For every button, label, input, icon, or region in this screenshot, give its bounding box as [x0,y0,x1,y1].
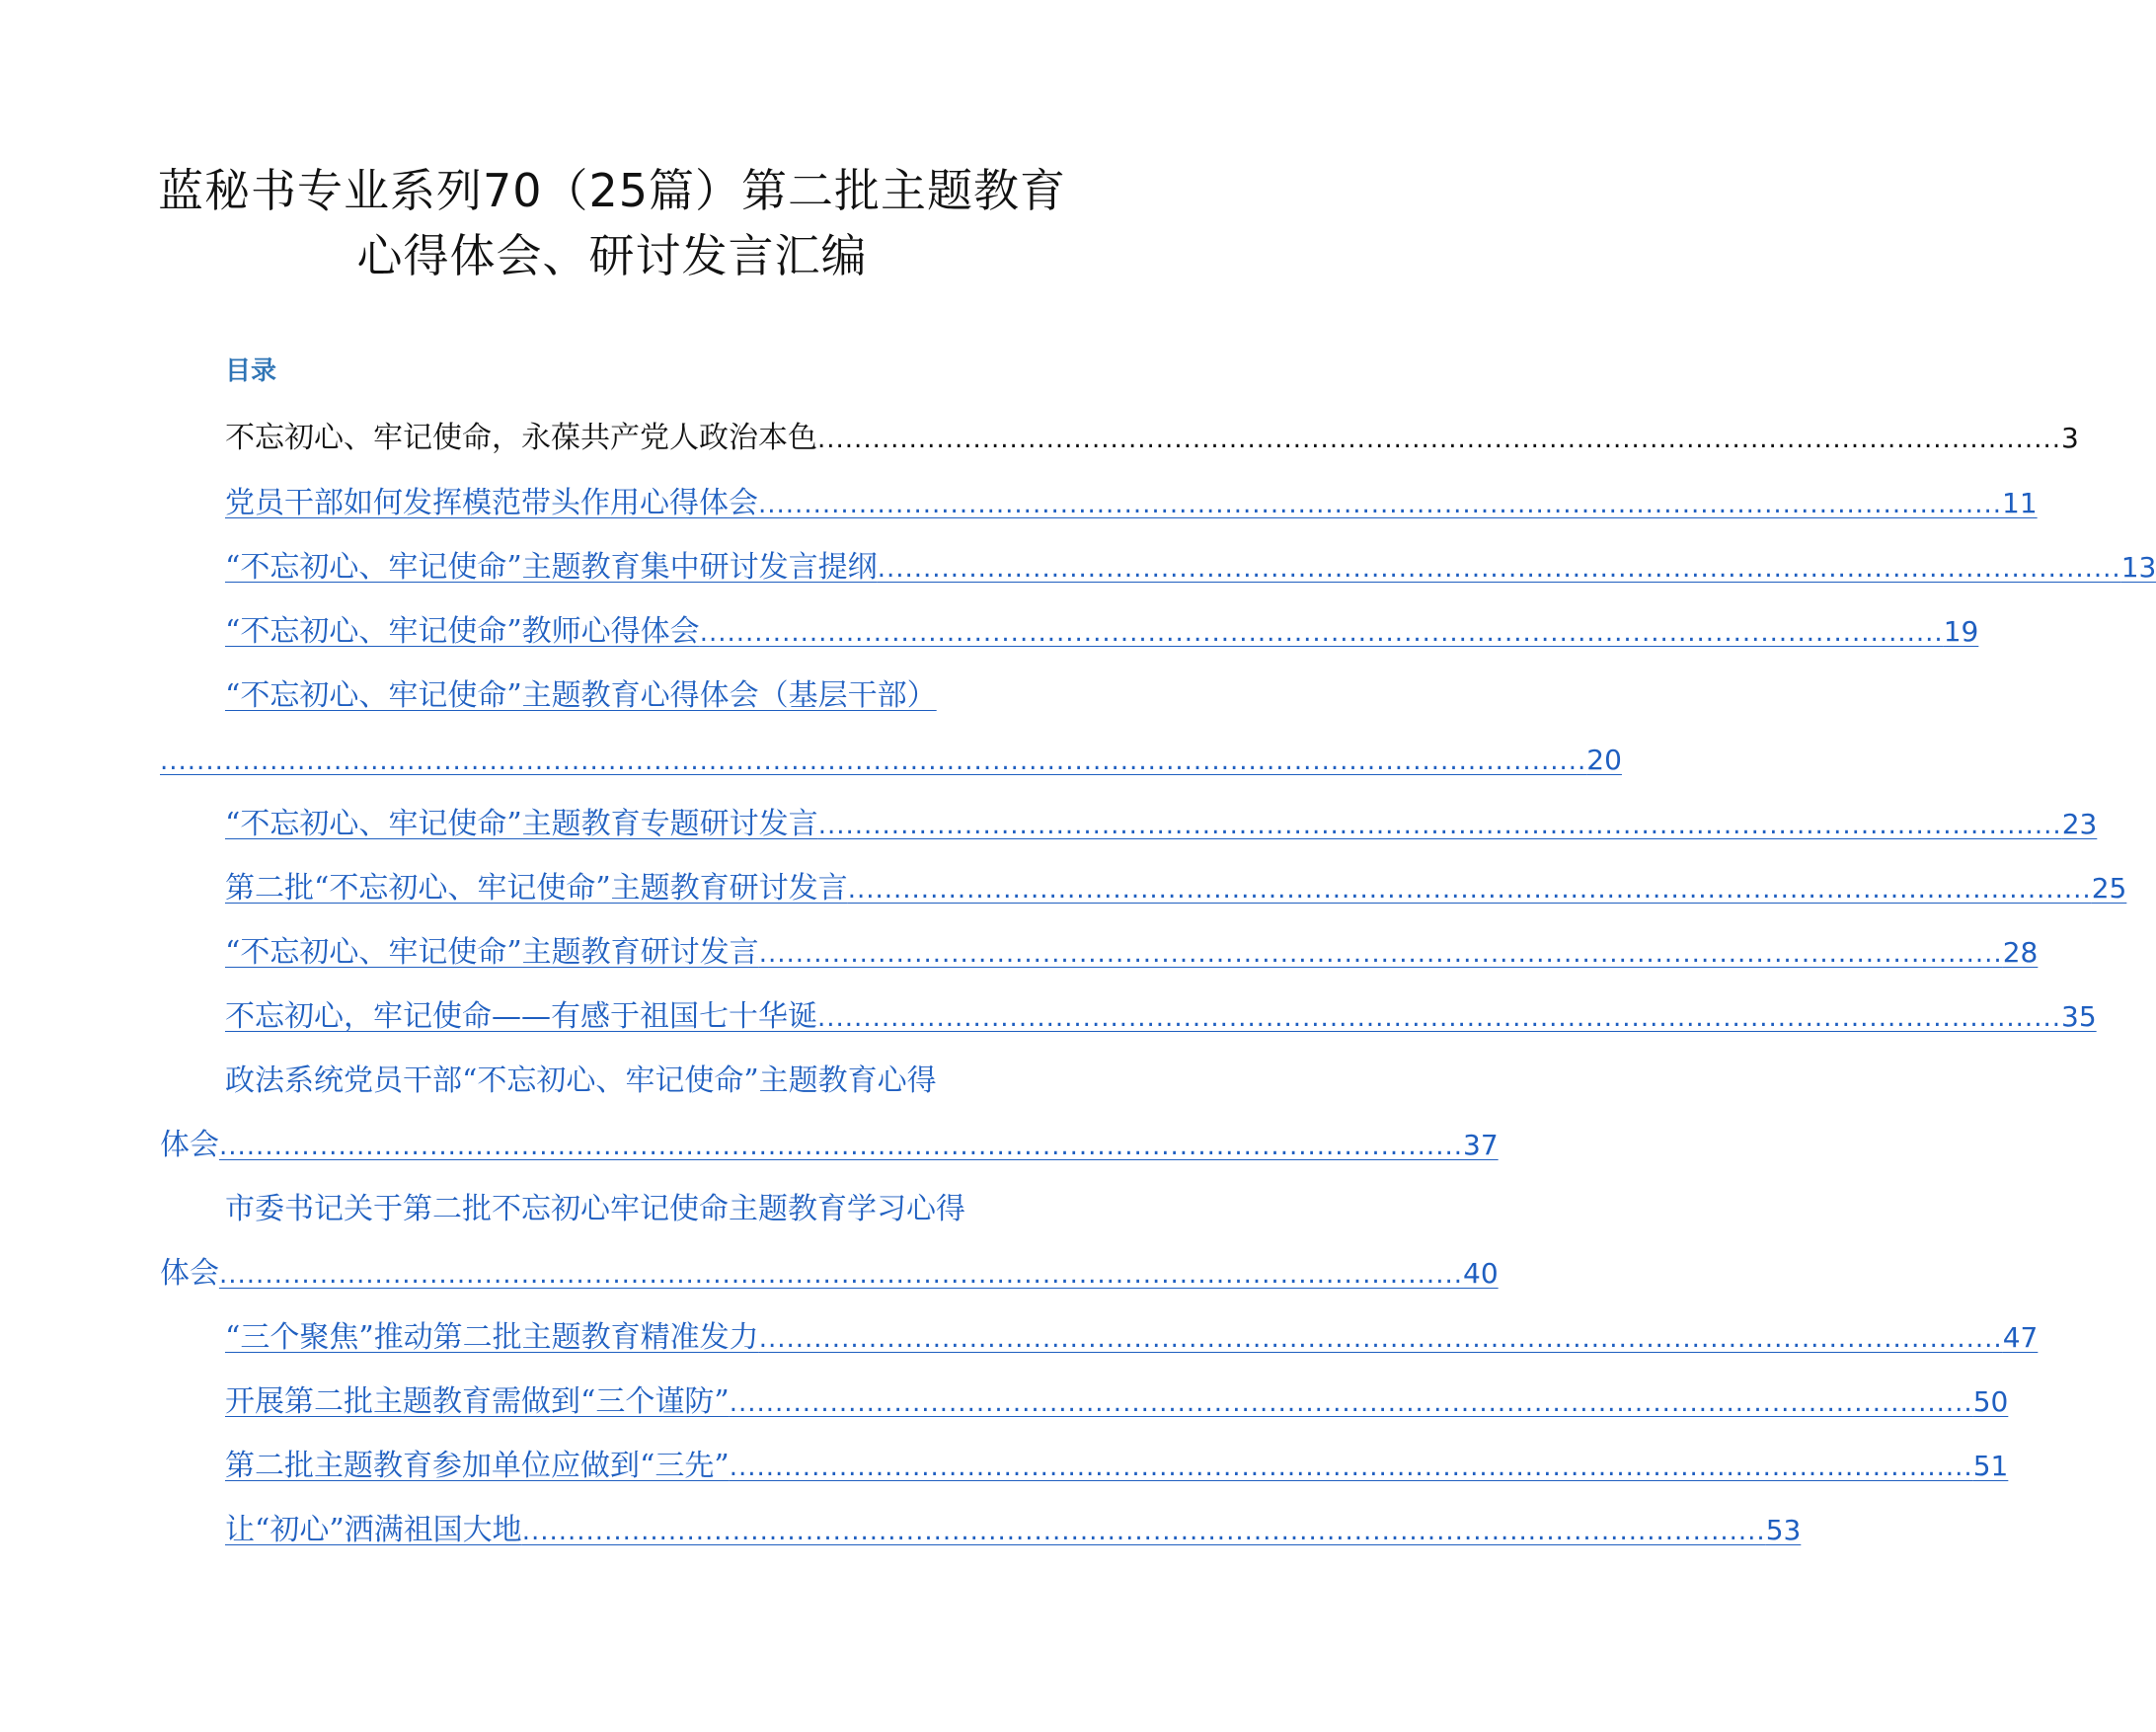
toc-leader-dots: ........................................................................................................................................ [521,1517,1766,1546]
toc-entry-page[interactable]: 28 [2002,936,2039,969]
toc-leader-dots: ........................................................................................................................................ [817,811,2062,840]
toc-entry-title[interactable]: 开展第二批主题教育需做到“三个谨防” [225,1384,730,1419]
toc-entry[interactable] [225,1447,2009,1487]
toc-entry-line1[interactable] [225,1190,1084,1229]
toc-entry-title: 不忘初心、牢记使命，永葆共产党人政治本色 [225,421,817,455]
toc-entry-title[interactable]: “不忘初心、牢记使命”主题教育集中研讨发言提纲 [225,550,878,585]
toc-entry[interactable] [225,484,2038,524]
toc-entry-title-cont[interactable]: 体会 [160,1256,219,1291]
toc-entry-title[interactable]: 不忘初心，牢记使命——有感于祖国七十华诞 [225,999,817,1034]
toc-entry-page: 3 [2061,422,2079,454]
toc-entry-page[interactable]: 37 [1463,1129,1499,1161]
toc-entry[interactable] [225,612,1979,653]
toc-entry-title[interactable]: “不忘初心、牢记使命”教师心得体会 [225,614,700,649]
toc-entry [225,419,2079,459]
toc-leader-dots: ........................................................................................................................................ [219,1260,1463,1290]
toc-entry[interactable] [225,933,2039,974]
toc-entry-page[interactable]: 51 [1972,1450,2009,1482]
toc-entry[interactable] [225,1511,1802,1551]
toc-entry-page[interactable]: 13 [2120,551,2156,584]
toc-entry-page[interactable]: 23 [2061,808,2098,840]
toc-entry-line2[interactable] [160,741,1622,781]
toc-leader-dots: ........................................................................................................................................ [219,1132,1463,1161]
toc-entry-title[interactable]: 市委书记关于第二批不忘初心牢记使命主题教育学习心得 [225,1192,965,1226]
toc-entry[interactable] [225,548,2156,589]
toc-entry-title[interactable]: 第二批“不忘初心、牢记使命”主题教育研讨发言 [225,871,848,905]
toc-entry-page[interactable]: 50 [1972,1385,2009,1418]
toc-entry-page[interactable]: 40 [1463,1257,1499,1290]
toc-entry[interactable] [225,869,2127,909]
toc-heading: 目录 [225,356,277,386]
toc-entry-line2[interactable] [160,1126,1499,1166]
toc-entry-page[interactable]: 25 [2091,872,2127,905]
toc-entry-title[interactable]: “不忘初心、牢记使命”主题教育专题研讨发言 [225,807,818,841]
toc-entry-page[interactable]: 20 [1586,744,1622,776]
toc-entry-line2[interactable] [160,1254,1499,1295]
toc-entry-title[interactable]: 让“初心”洒满祖国大地 [225,1513,522,1547]
title-line-2: 心得体会、研讨发言汇编 [356,229,868,282]
toc-entry-title[interactable]: 第二批主题教育参加单位应做到“三先” [225,1449,730,1483]
toc-entry-title[interactable]: “三个聚焦”推动第二批主题教育精准发力 [225,1320,759,1355]
toc-entry-page[interactable]: 19 [1943,615,1979,648]
toc-entry-line1[interactable] [225,1062,1084,1101]
toc-entry-page[interactable]: 35 [2061,1000,2097,1033]
toc-entry-title-cont[interactable]: 体会 [160,1128,219,1162]
toc-leader-dots: ........................................................................................................................................ [758,490,2002,519]
toc-entry-title[interactable]: 党员干部如何发挥模范带头作用心得体会 [225,486,758,520]
toc-entry-line1[interactable] [225,676,1084,716]
toc-entry[interactable] [225,997,2097,1038]
toc-leader-dots: ........................................................................................................................................ [877,554,2121,584]
toc-entry-title[interactable]: 政法系统党员干部“不忘初心、牢记使命”主题教育心得 [225,1063,937,1098]
toc-leader-dots: ........................................................................................................................................ [699,618,1944,648]
toc-leader-dots: ........................................................................................................................................ [817,425,2061,454]
toc-entry-page[interactable]: 47 [2002,1321,2039,1354]
toc-entry-page[interactable]: 11 [2002,487,2038,519]
toc-leader-dots: ........................................................................................................................................ [758,1324,2003,1354]
toc-leader-dots: ............................................................................................................................................................ [160,747,1587,776]
toc-entry[interactable] [225,1382,2009,1423]
toc-entry-title[interactable]: “不忘初心、牢记使命”主题教育研讨发言 [225,935,759,970]
toc-leader-dots: ........................................................................................................................................ [758,939,2003,969]
toc-entry-page[interactable]: 53 [1765,1514,1802,1546]
toc-entry[interactable] [225,1318,2039,1359]
toc-leader-dots: ........................................................................................................................................ [729,1453,1973,1482]
toc-leader-dots: ........................................................................................................................................ [847,875,2092,905]
toc-entry-title[interactable]: “不忘初心、牢记使命”主题教育心得体会（基层干部） [225,678,937,713]
toc-entry[interactable] [225,805,2098,845]
title-line-1: 蓝秘书专业系列70（25篇）第二批主题教育 [157,164,1067,217]
toc-leader-dots: ........................................................................................................................................ [729,1388,1973,1418]
toc-leader-dots: ........................................................................................................................................ [817,1003,2061,1033]
